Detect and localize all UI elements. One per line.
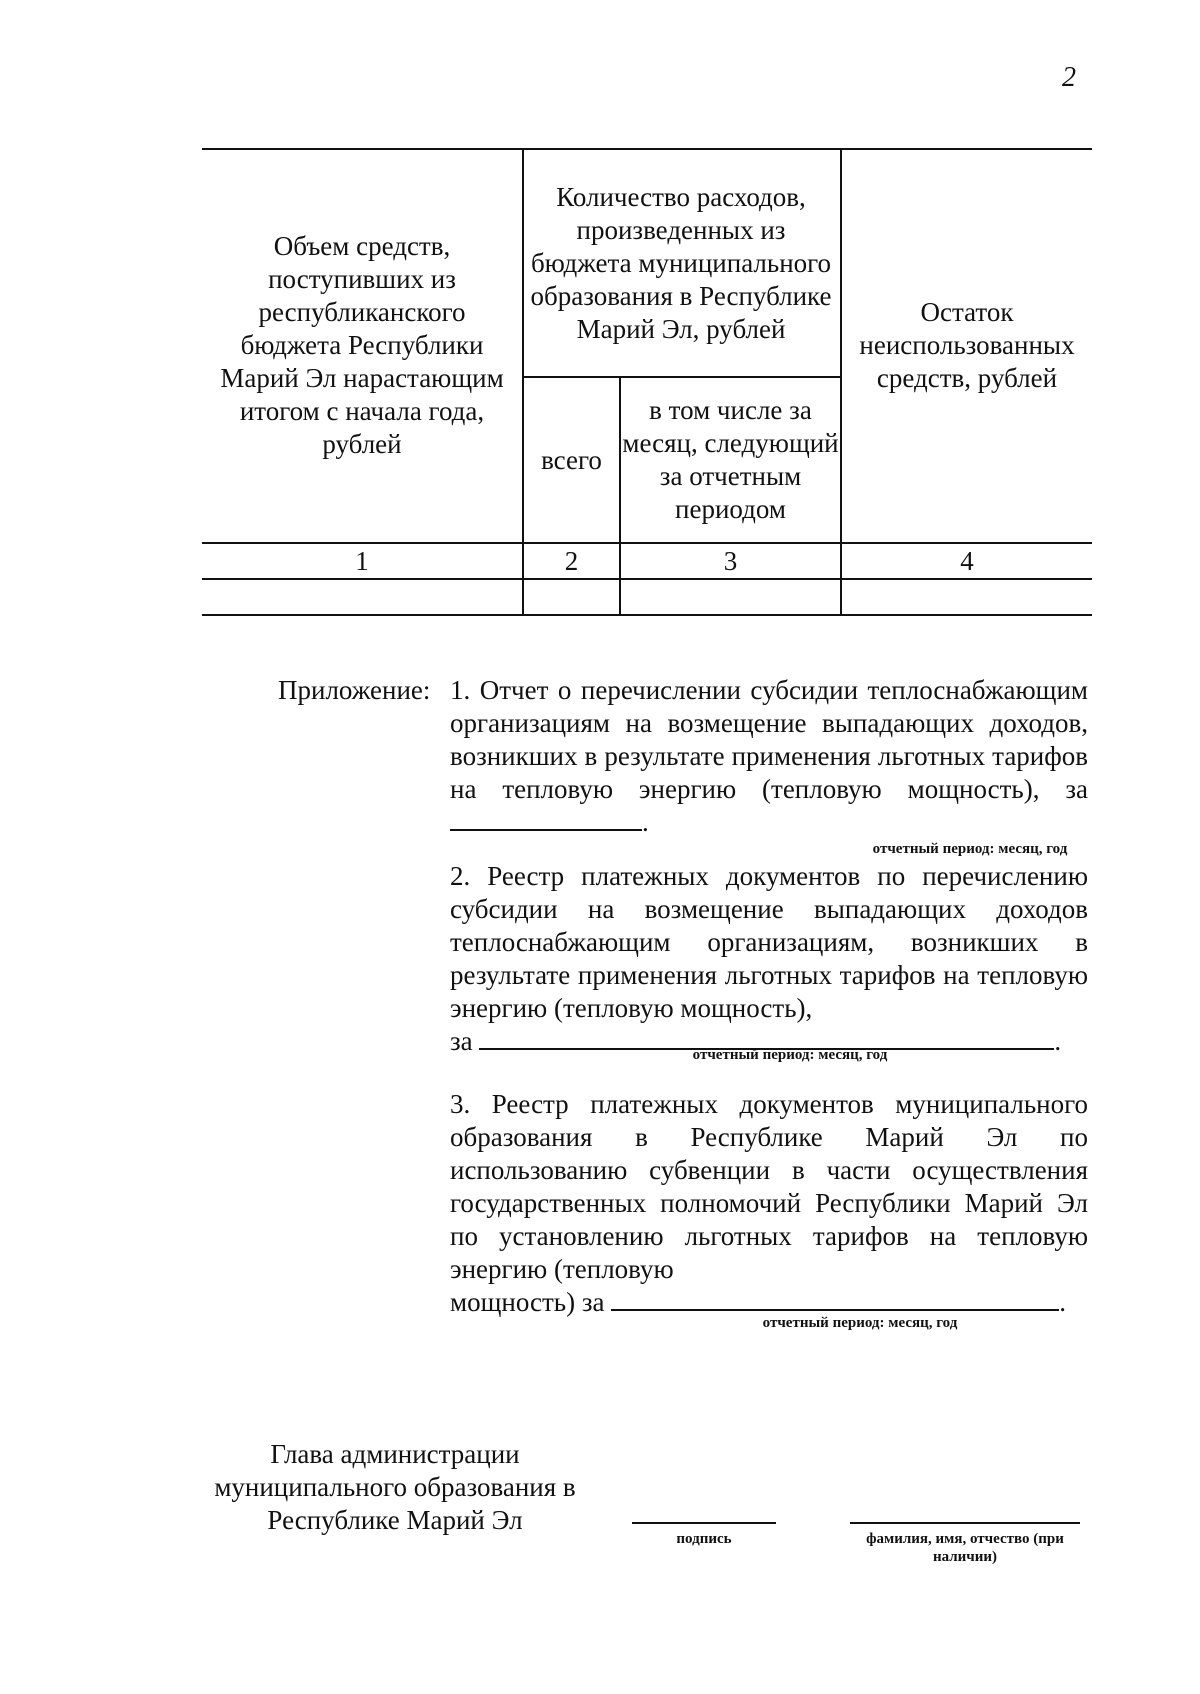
attachment-item-3-text: 3. Реестр платежных документов муниципального образования в Республике Марий Эл по использованию субвенции в части осуществления государственных полномочий Республики Марий Эл по установлению льготных тарифов на тепловую энергию (тепловую [450, 1089, 1088, 1284]
name-caption: фамилия, имя, отчество (при наличии) [866, 1531, 1064, 1565]
col4-header: Остаток неиспользованных средств, рублей [859, 296, 1075, 393]
attachment-item-3: 3. Реестр платежных документов муниципального образования в Республике Марий Эл по использованию субвенции в части осуществления государственных полномочий Республики Марий Эл по установлению льготных тарифов на тепловую энергию (тепловую мощность) за . [450, 1089, 1088, 1317]
page-number: 2 [1062, 62, 1076, 93]
attachment-item-1-text: 1. Отчет о перечислении субсидии теплоснабжающим организациям на возмещение выпадающих доходов, возникших в результате применения льготных тарифов на тепловую энергию (тепловую мощность), за [450, 675, 1088, 804]
attachment-item-2: 2. Реестр платежных документов по перечислению субсидии на возмещение выпадающих доходов теплоснабжающим организациям, возникших в результате применения льготных тарифов на тепловую энергию (тепловую мощность), за . [450, 861, 1088, 1056]
period-caption-3: отчетный период: месяц, год [762, 1315, 958, 1331]
period-caption-2: отчетный период: месяц, год [692, 1047, 888, 1063]
attachment-item-3-tail: мощность) за [450, 1287, 605, 1317]
col23-header: Количество расходов, произведенных из бюджета муниципального образования в Республике Марий Эл, рублей [530, 181, 832, 344]
signature-caption: подпись [676, 1531, 732, 1547]
numbers-row-border [202, 578, 1092, 580]
col1-header: Объем средств, поступивших из республиканского бюджета Республики Марий Эл нарастающим итогом с начала года, рублей [220, 230, 504, 459]
attachment-item-2-tail: за [450, 1026, 473, 1056]
attachment-item-2-text: 2. Реестр платежных документов по перечислению субсидии на возмещение выпадающих доходов теплоснабжающим организациям, возникших в результате применения льготных тарифов на тепловую энергию (тепловую мощность), [450, 861, 1088, 1023]
attachments-label: Приложение: [278, 675, 431, 705]
attachment-item-1: 1. Отчет о перечислении субсидии теплоснабжающим организациям на возмещение выпадающих доходов, возникших в результате применения льготных тарифов на тепловую энергию (тепловую мощность), за . [450, 675, 1088, 837]
name-line [850, 1522, 1080, 1524]
col2-header: всего [541, 444, 602, 475]
col-number-2: 2 [564, 545, 579, 576]
period-blank-1 [450, 807, 642, 831]
signature-line [632, 1522, 776, 1524]
period-caption-1: отчетный период: месяц, год [872, 841, 1068, 857]
col-number-4: 4 [960, 545, 974, 576]
col3-header: в том числе за месяц, следующий за отчетным периодом [622, 395, 839, 524]
col-number-3: 3 [723, 545, 738, 576]
signatory-title: Глава администрации муниципального образования в Республике Марий Эл [214, 1439, 576, 1535]
col-number-1: 1 [355, 545, 369, 576]
table-bottom-border [202, 614, 1092, 616]
period-blank-3 [611, 1287, 1059, 1311]
